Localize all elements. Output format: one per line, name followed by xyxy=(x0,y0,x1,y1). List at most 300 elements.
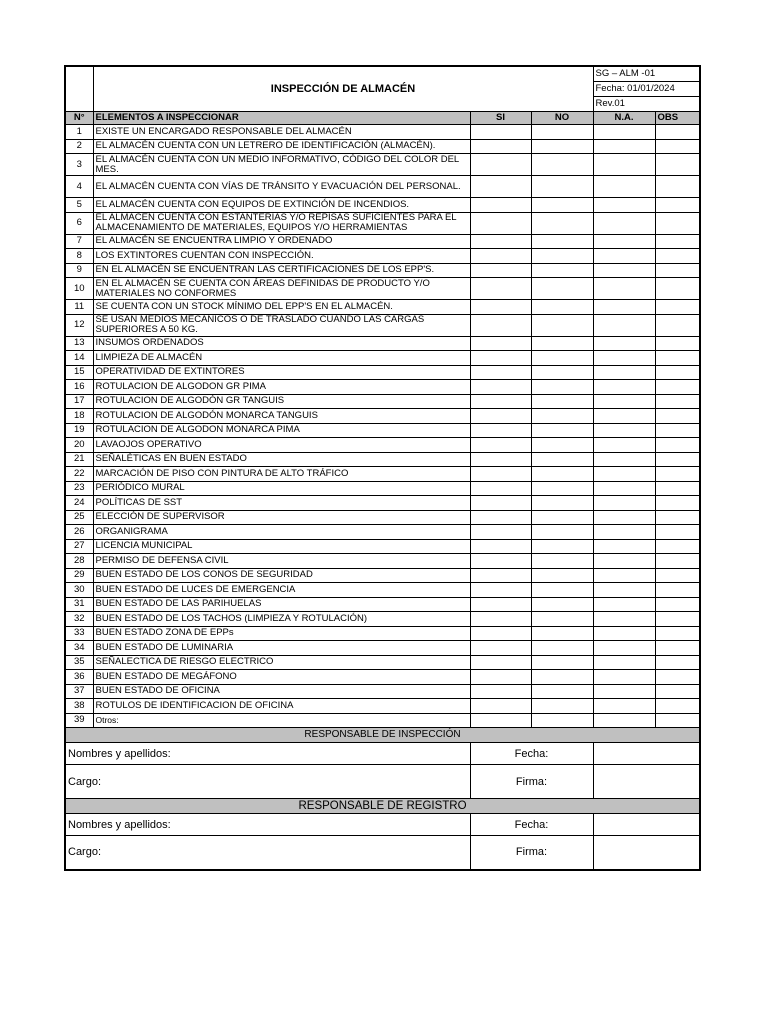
item-number: 21 xyxy=(65,452,93,467)
responsable-registro-title: RESPONSABLE DE REGISTRO xyxy=(65,799,700,814)
responsable-inspeccion-title: RESPONSABLE DE INSPECCIÓN xyxy=(65,728,700,743)
item-obs-cell[interactable] xyxy=(655,510,700,525)
item-number: 16 xyxy=(65,380,93,395)
item-obs-cell[interactable] xyxy=(655,380,700,395)
item-si-cell[interactable] xyxy=(470,713,531,728)
item-number: 18 xyxy=(65,409,93,424)
item-description: PERMISO DE DEFENSA CIVIL xyxy=(93,554,470,569)
item-description: EL ALMACÉN CUENTA CON ESTANTERÍAS Y/O REPISAS SUFICIENTES PARA EL ALMACENAMIENTO DE MATERIALES, EQUIPOS Y/O HERRAMIENTAS xyxy=(93,212,470,234)
checklist-row xyxy=(65,583,700,598)
item-na-cell[interactable] xyxy=(593,278,655,300)
item-si-cell[interactable] xyxy=(470,409,531,424)
item-description: ROTULACION DE ALGODÓN MONARCA TANGUIS xyxy=(93,409,470,424)
item-description: SE CUENTA CON UN STOCK MÍNIMO DEL EPP'S EN EL ALMACÉN. xyxy=(93,300,470,315)
item-number: 20 xyxy=(65,438,93,453)
item-no-cell[interactable] xyxy=(531,336,593,351)
item-na-cell[interactable] xyxy=(593,351,655,366)
item-number: 38 xyxy=(65,699,93,714)
item-obs-cell[interactable] xyxy=(655,154,700,176)
item-na-cell[interactable] xyxy=(593,481,655,496)
item-description: LOS EXTINTORES CUENTAN CON INSPECCIÓN. xyxy=(93,249,470,264)
item-obs-cell[interactable] xyxy=(655,125,700,140)
item-description: MARCACIÓN DE PISO CON PINTURA DE ALTO TRÁFICO xyxy=(93,467,470,482)
item-description: ROTULACION DE ALGODON GR PIMA xyxy=(93,380,470,395)
checklist-row xyxy=(65,176,700,198)
item-si-cell[interactable] xyxy=(470,394,531,409)
item-description: BUEN ESTADO DE LOS TACHOS (LIMPIEZA Y ROTULACIÓN) xyxy=(93,612,470,627)
item-na-cell[interactable] xyxy=(593,525,655,540)
item-si-cell[interactable] xyxy=(470,670,531,685)
item-na-cell[interactable] xyxy=(593,510,655,525)
item-obs-cell[interactable] xyxy=(655,300,700,315)
item-obs-cell[interactable] xyxy=(655,539,700,554)
item-obs-cell[interactable] xyxy=(655,568,700,583)
item-obs-cell[interactable] xyxy=(655,612,700,627)
item-na-cell[interactable] xyxy=(593,583,655,598)
item-si-cell[interactable] xyxy=(470,510,531,525)
registro-fecha-field[interactable] xyxy=(593,814,700,836)
item-na-cell[interactable] xyxy=(593,154,655,176)
form-revision: Rev.01 xyxy=(593,97,700,112)
item-obs-cell[interactable] xyxy=(655,481,700,496)
responsable-inspeccion-band xyxy=(65,728,700,743)
item-description: SE USAN MEDIOS MECÁNICOS O DE TRASLADO CUANDO LAS CARGAS SUPERIORES A 50 KG. xyxy=(93,314,470,336)
checklist-row xyxy=(65,684,700,699)
item-description: BUEN ESTADO DE OFICINA xyxy=(93,684,470,699)
item-description: EL ALMACÉN CUENTA CON EQUIPOS DE EXTINCIÓN DE INCENDIOS. xyxy=(93,198,470,213)
item-number: 25 xyxy=(65,510,93,525)
item-na-cell[interactable] xyxy=(593,336,655,351)
item-description: BUEN ESTADO ZONA DE EPPs xyxy=(93,626,470,641)
item-no-cell[interactable] xyxy=(531,684,593,699)
item-no-cell[interactable] xyxy=(531,125,593,140)
item-si-cell[interactable] xyxy=(470,380,531,395)
checklist-row xyxy=(65,612,700,627)
item-si-cell[interactable] xyxy=(470,263,531,278)
item-si-cell[interactable] xyxy=(470,467,531,482)
item-no-cell[interactable] xyxy=(531,394,593,409)
item-si-cell[interactable] xyxy=(470,525,531,540)
form-code: SG – ALM -01 xyxy=(593,66,700,82)
item-description: LAVAOJOS OPERATIVO xyxy=(93,438,470,453)
item-no-cell[interactable] xyxy=(531,176,593,198)
item-si-cell[interactable] xyxy=(470,699,531,714)
item-si-cell[interactable] xyxy=(470,234,531,249)
item-na-cell[interactable] xyxy=(593,409,655,424)
item-number: 31 xyxy=(65,597,93,612)
item-no-cell[interactable] xyxy=(531,670,593,685)
item-na-cell[interactable] xyxy=(593,612,655,627)
checklist-row xyxy=(65,278,700,300)
item-obs-cell[interactable] xyxy=(655,554,700,569)
item-description: ORGANIGRAMA xyxy=(93,525,470,540)
item-no-cell[interactable] xyxy=(531,198,593,213)
item-number: 8 xyxy=(65,249,93,264)
item-na-cell[interactable] xyxy=(593,597,655,612)
item-na-cell[interactable] xyxy=(593,641,655,656)
item-si-cell[interactable] xyxy=(470,641,531,656)
item-no-cell[interactable] xyxy=(531,365,593,380)
item-no-cell[interactable] xyxy=(531,212,593,234)
item-no-cell[interactable] xyxy=(531,249,593,264)
item-si-cell[interactable] xyxy=(470,452,531,467)
item-no-cell[interactable] xyxy=(531,699,593,714)
item-number: 33 xyxy=(65,626,93,641)
item-na-cell[interactable] xyxy=(593,176,655,198)
item-obs-cell[interactable] xyxy=(655,525,700,540)
item-si-cell[interactable] xyxy=(470,212,531,234)
item-na-cell[interactable] xyxy=(593,212,655,234)
item-number: 27 xyxy=(65,539,93,554)
item-no-cell[interactable] xyxy=(531,612,593,627)
item-description: EXISTE UN ENCARGADO RESPONSABLE DEL ALMACÉN xyxy=(93,125,470,140)
checklist-row xyxy=(65,380,700,395)
item-description: BUEN ESTADO DE LUMINARIA xyxy=(93,641,470,656)
item-si-cell[interactable] xyxy=(470,684,531,699)
inspeccion-fecha-label: Fecha: xyxy=(470,743,593,765)
item-na-cell[interactable] xyxy=(593,300,655,315)
item-description: ROTULOS DE IDENTIFICACION DE OFICINA xyxy=(93,699,470,714)
item-number: 3 xyxy=(65,154,93,176)
checklist-row xyxy=(65,409,700,424)
item-number: 12 xyxy=(65,314,93,336)
item-no-cell[interactable] xyxy=(531,655,593,670)
item-description: SEÑALECTICA DE RIESGO ELECTRICO xyxy=(93,655,470,670)
item-obs-cell[interactable] xyxy=(655,314,700,336)
item-obs-cell[interactable] xyxy=(655,139,700,154)
item-si-cell[interactable] xyxy=(470,655,531,670)
item-number: 17 xyxy=(65,394,93,409)
item-obs-cell[interactable] xyxy=(655,438,700,453)
checklist-row xyxy=(65,336,700,351)
registro-nombres-label: Nombres y apellidos: xyxy=(65,814,470,836)
item-number: 15 xyxy=(65,365,93,380)
item-obs-cell[interactable] xyxy=(655,583,700,598)
item-si-cell[interactable] xyxy=(470,626,531,641)
item-na-cell[interactable] xyxy=(593,539,655,554)
inspeccion-cargo-label: Cargo: xyxy=(65,765,470,799)
item-no-cell[interactable] xyxy=(531,452,593,467)
item-number: 5 xyxy=(65,198,93,213)
registro-firma-field[interactable] xyxy=(593,836,700,870)
item-description: BUEN ESTADO DE MEGÁFONO xyxy=(93,670,470,685)
item-number: 39 xyxy=(65,713,93,728)
item-si-cell[interactable] xyxy=(470,365,531,380)
item-number: 24 xyxy=(65,496,93,511)
checklist-row xyxy=(65,452,700,467)
item-description: LICENCIA MUNICIPAL xyxy=(93,539,470,554)
item-no-cell[interactable] xyxy=(531,626,593,641)
item-description: EL ALMACÉN CUENTA CON VÍAS DE TRÁNSITO Y EVACUACIÓN DEL PERSONAL. xyxy=(93,176,470,198)
item-no-cell[interactable] xyxy=(531,496,593,511)
col-header-na: N.A. xyxy=(593,112,655,125)
item-si-cell[interactable] xyxy=(470,314,531,336)
item-no-cell[interactable] xyxy=(531,300,593,315)
item-no-cell[interactable] xyxy=(531,380,593,395)
item-si-cell[interactable] xyxy=(470,597,531,612)
checklist-row xyxy=(65,300,700,315)
item-number: 32 xyxy=(65,612,93,627)
item-number: 19 xyxy=(65,423,93,438)
checklist-row xyxy=(65,249,700,264)
registro-fecha-label: Fecha: xyxy=(470,814,593,836)
item-number: 14 xyxy=(65,351,93,366)
item-no-cell[interactable] xyxy=(531,510,593,525)
checklist-row xyxy=(65,525,700,540)
item-si-cell[interactable] xyxy=(470,278,531,300)
item-na-cell[interactable] xyxy=(593,496,655,511)
checklist-row xyxy=(65,423,700,438)
item-obs-cell[interactable] xyxy=(655,496,700,511)
item-obs-cell[interactable] xyxy=(655,394,700,409)
item-number: 29 xyxy=(65,568,93,583)
col-header-num: N° xyxy=(65,112,93,125)
item-si-cell[interactable] xyxy=(470,351,531,366)
item-description: BUEN ESTADO DE LUCES DE EMERGENCIA xyxy=(93,583,470,598)
item-description: ROTULACION DE ALGODON MONARCA PIMA xyxy=(93,423,470,438)
item-na-cell[interactable] xyxy=(593,438,655,453)
item-si-cell[interactable] xyxy=(470,612,531,627)
item-no-cell[interactable] xyxy=(531,423,593,438)
checklist-row xyxy=(65,481,700,496)
item-no-cell[interactable] xyxy=(531,597,593,612)
item-si-cell[interactable] xyxy=(470,154,531,176)
item-description: INSUMOS ORDENADOS xyxy=(93,336,470,351)
item-si-cell[interactable] xyxy=(470,125,531,140)
item-na-cell[interactable] xyxy=(593,626,655,641)
item-number: 28 xyxy=(65,554,93,569)
form-date: Fecha: 01/01/2024 xyxy=(593,82,700,97)
item-number: 35 xyxy=(65,655,93,670)
item-description: EN EL ALMACÉN SE ENCUENTRAN LAS CERTIFICACIONES DE LOS EPP'S. xyxy=(93,263,470,278)
item-obs-cell[interactable] xyxy=(655,176,700,198)
item-si-cell[interactable] xyxy=(470,438,531,453)
item-obs-cell[interactable] xyxy=(655,336,700,351)
inspeccion-firma-label: Firma: xyxy=(470,765,593,799)
column-header-row xyxy=(65,112,700,125)
item-description: Otros: xyxy=(93,713,470,728)
checklist-row xyxy=(65,539,700,554)
registro-firma-label: Firma: xyxy=(470,836,593,870)
item-na-cell[interactable] xyxy=(593,263,655,278)
item-number: 34 xyxy=(65,641,93,656)
item-si-cell[interactable] xyxy=(470,539,531,554)
item-no-cell[interactable] xyxy=(531,234,593,249)
item-description: SEÑALÉTICAS EN BUEN ESTADO xyxy=(93,452,470,467)
item-obs-cell[interactable] xyxy=(655,278,700,300)
checklist-row xyxy=(65,154,700,176)
item-na-cell[interactable] xyxy=(593,125,655,140)
checklist-row xyxy=(65,139,700,154)
item-na-cell[interactable] xyxy=(593,554,655,569)
item-obs-cell[interactable] xyxy=(655,263,700,278)
item-si-cell[interactable] xyxy=(470,583,531,598)
checklist-row xyxy=(65,510,700,525)
logo-cell xyxy=(65,66,93,112)
item-number: 10 xyxy=(65,278,93,300)
item-obs-cell[interactable] xyxy=(655,452,700,467)
item-si-cell[interactable] xyxy=(470,139,531,154)
item-na-cell[interactable] xyxy=(593,699,655,714)
item-description: EL ALMACÉN CUENTA CON UN LETRERO DE IDENTIFICACIÓN (ALMACÉN). xyxy=(93,139,470,154)
checklist-row xyxy=(65,641,700,656)
item-obs-cell[interactable] xyxy=(655,670,700,685)
item-number: 26 xyxy=(65,525,93,540)
inspeccion-firma-field[interactable] xyxy=(593,765,700,799)
item-no-cell[interactable] xyxy=(531,713,593,728)
item-number: 23 xyxy=(65,481,93,496)
item-si-cell[interactable] xyxy=(470,300,531,315)
item-na-cell[interactable] xyxy=(593,234,655,249)
inspeccion-nombres-row xyxy=(65,743,700,765)
checklist-row xyxy=(65,626,700,641)
item-obs-cell[interactable] xyxy=(655,365,700,380)
registro-cargo-label: Cargo: xyxy=(65,836,470,870)
item-no-cell[interactable] xyxy=(531,263,593,278)
item-number: 13 xyxy=(65,336,93,351)
col-header-obs: OBS xyxy=(655,112,700,125)
item-na-cell[interactable] xyxy=(593,452,655,467)
inspeccion-cargo-row xyxy=(65,765,700,799)
inspeccion-nombres-label: Nombres y apellidos: xyxy=(65,743,470,765)
item-obs-cell[interactable] xyxy=(655,655,700,670)
item-no-cell[interactable] xyxy=(531,438,593,453)
item-si-cell[interactable] xyxy=(470,496,531,511)
item-si-cell[interactable] xyxy=(470,198,531,213)
item-description: ELECCIÓN DE SUPERVISOR xyxy=(93,510,470,525)
checklist-row xyxy=(65,351,700,366)
item-si-cell[interactable] xyxy=(470,481,531,496)
item-na-cell[interactable] xyxy=(593,670,655,685)
item-no-cell[interactable] xyxy=(531,351,593,366)
item-obs-cell[interactable] xyxy=(655,699,700,714)
item-na-cell[interactable] xyxy=(593,365,655,380)
checklist-row xyxy=(65,496,700,511)
item-obs-cell[interactable] xyxy=(655,409,700,424)
checklist-row xyxy=(65,554,700,569)
item-obs-cell[interactable] xyxy=(655,713,700,728)
item-description: EN EL ALMACÉN SE CUENTA CON ÁREAS DEFINIDAS DE PRODUCTO Y/O MATERIALES NO CONFORMES xyxy=(93,278,470,300)
checklist-row xyxy=(65,467,700,482)
item-si-cell[interactable] xyxy=(470,176,531,198)
col-header-no: NO xyxy=(531,112,593,125)
item-description: ROTULACION DE ALGODÓN GR TANGUIS xyxy=(93,394,470,409)
item-na-cell[interactable] xyxy=(593,423,655,438)
item-si-cell[interactable] xyxy=(470,336,531,351)
item-number: 6 xyxy=(65,212,93,234)
item-obs-cell[interactable] xyxy=(655,234,700,249)
checklist-row xyxy=(65,234,700,249)
item-number: 11 xyxy=(65,300,93,315)
item-obs-cell[interactable] xyxy=(655,198,700,213)
item-description: EL ALMACÉN SE ENCUENTRA LIMPIO Y ORDENADO xyxy=(93,234,470,249)
item-na-cell[interactable] xyxy=(593,314,655,336)
item-na-cell[interactable] xyxy=(593,467,655,482)
item-obs-cell[interactable] xyxy=(655,684,700,699)
item-obs-cell[interactable] xyxy=(655,351,700,366)
item-na-cell[interactable] xyxy=(593,380,655,395)
item-number: 30 xyxy=(65,583,93,598)
item-si-cell[interactable] xyxy=(470,568,531,583)
item-number: 7 xyxy=(65,234,93,249)
item-obs-cell[interactable] xyxy=(655,641,700,656)
item-no-cell[interactable] xyxy=(531,539,593,554)
checklist-row xyxy=(65,212,700,234)
item-na-cell[interactable] xyxy=(593,655,655,670)
item-description: EL ALMACÉN CUENTA CON UN MEDIO INFORMATIVO, CÓDIGO DEL COLOR DEL MES. xyxy=(93,154,470,176)
item-number: 2 xyxy=(65,139,93,154)
form-title: INSPECCIÓN DE ALMACÉN xyxy=(93,66,593,112)
col-header-elementos: ELEMENTOS A INSPECCIONAR xyxy=(93,112,470,125)
checklist-row xyxy=(65,568,700,583)
item-obs-cell[interactable] xyxy=(655,597,700,612)
item-number: 9 xyxy=(65,263,93,278)
item-no-cell[interactable] xyxy=(531,641,593,656)
item-no-cell[interactable] xyxy=(531,409,593,424)
item-no-cell[interactable] xyxy=(531,525,593,540)
item-number: 37 xyxy=(65,684,93,699)
item-obs-cell[interactable] xyxy=(655,212,700,234)
item-no-cell[interactable] xyxy=(531,139,593,154)
item-no-cell[interactable] xyxy=(531,154,593,176)
item-description: BUEN ESTADO DE LOS CONOS DE SEGURIDAD xyxy=(93,568,470,583)
item-no-cell[interactable] xyxy=(531,481,593,496)
item-no-cell[interactable] xyxy=(531,467,593,482)
item-description: POLÍTICAS DE SST xyxy=(93,496,470,511)
checklist-row xyxy=(65,314,700,336)
checklist-row xyxy=(65,263,700,278)
item-na-cell[interactable] xyxy=(593,139,655,154)
checklist-row xyxy=(65,198,700,213)
item-obs-cell[interactable] xyxy=(655,626,700,641)
item-si-cell[interactable] xyxy=(470,554,531,569)
checklist-row xyxy=(65,438,700,453)
checklist-row xyxy=(65,670,700,685)
checklist-row xyxy=(65,125,700,140)
col-header-si: SI xyxy=(470,112,531,125)
registro-cargo-row xyxy=(65,836,700,870)
checklist-row xyxy=(65,713,700,728)
checklist-row xyxy=(65,655,700,670)
responsable-registro-band xyxy=(65,799,700,814)
item-no-cell[interactable] xyxy=(531,554,593,569)
item-obs-cell[interactable] xyxy=(655,423,700,438)
inspection-form-table xyxy=(64,65,701,871)
item-number: 22 xyxy=(65,467,93,482)
item-no-cell[interactable] xyxy=(531,583,593,598)
item-obs-cell[interactable] xyxy=(655,467,700,482)
item-na-cell[interactable] xyxy=(593,394,655,409)
item-na-cell[interactable] xyxy=(593,684,655,699)
item-na-cell[interactable] xyxy=(593,249,655,264)
inspeccion-fecha-field[interactable] xyxy=(593,743,700,765)
registro-nombres-row xyxy=(65,814,700,836)
item-si-cell[interactable] xyxy=(470,423,531,438)
item-no-cell[interactable] xyxy=(531,568,593,583)
item-no-cell[interactable] xyxy=(531,314,593,336)
item-no-cell[interactable] xyxy=(531,278,593,300)
item-na-cell[interactable] xyxy=(593,198,655,213)
item-na-cell[interactable] xyxy=(593,713,655,728)
item-description: PERIÓDICO MURAL xyxy=(93,481,470,496)
item-obs-cell[interactable] xyxy=(655,249,700,264)
checklist-row xyxy=(65,597,700,612)
item-na-cell[interactable] xyxy=(593,568,655,583)
item-description: OPERATIVIDAD DE EXTINTORES xyxy=(93,365,470,380)
item-description: LIMPIEZA DE ALMACÉN xyxy=(93,351,470,366)
item-si-cell[interactable] xyxy=(470,249,531,264)
checklist-row xyxy=(65,365,700,380)
